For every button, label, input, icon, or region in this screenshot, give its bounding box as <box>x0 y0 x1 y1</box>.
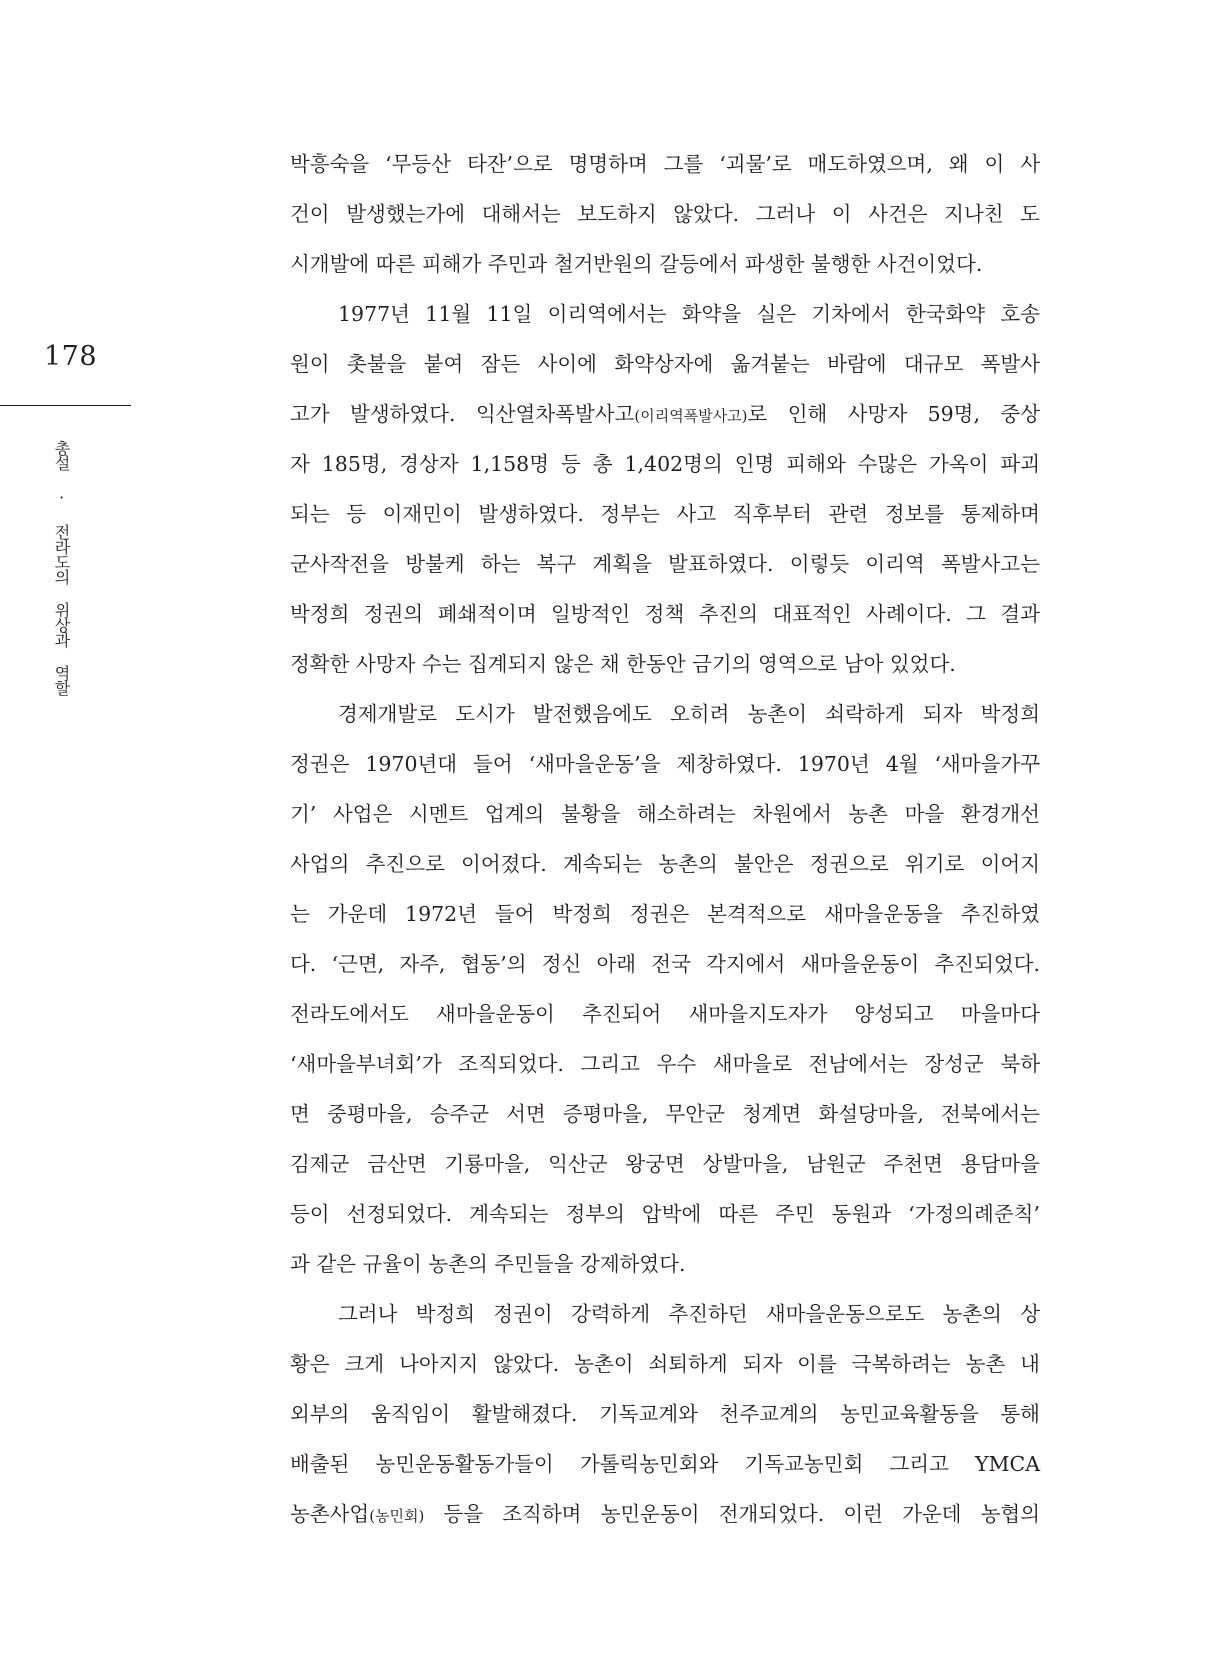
parenthetical-note: (농민회) <box>369 1507 425 1525</box>
text-line: 과 같은 규율이 농촌의 주민들을 강제하였다. <box>290 1252 686 1276</box>
text-line: 1977년 11월 11일 이리역에서는 화약을 실은 기차에서 한국화약 호송 <box>338 302 1040 326</box>
side-title: 총설 · 전라도의 위상과 역할 <box>52 440 71 695</box>
text-line: 면 중평마을, 승주군 서면 증평마을, 무안군 청계면 화설당마을, 전북에서는 <box>290 1102 1040 1126</box>
text-line: 군사작전을 방불케 하는 복구 계획을 발표하였다. 이렇듯 이리역 폭발사고는 <box>290 552 1040 576</box>
text-line: 는 가운데 1972년 들어 박정희 정권은 본격적으로 새마을운동을 추진하였 <box>290 902 1040 926</box>
text-line: 되는 등 이재민이 발생하였다. 정부는 사고 직후부터 관련 정보를 통제하며 <box>290 502 1040 526</box>
text-line: 김제군 금산면 기룡마을, 익산군 왕궁면 상발마을, 남원군 주천면 용담마을 <box>290 1152 1040 1176</box>
text-line <box>290 1489 1040 1539</box>
text-line: 정권은 1970년대 들어 ‘새마을운동’을 제창하였다. 1970년 4월 ‘새마을가꾸 <box>290 752 1040 776</box>
text-run: 등을 조직하며 농민운동이 전개되었다. 이런 가운데 농협의 <box>424 1502 1040 1526</box>
text-line: 사업의 추진으로 이어졌다. 계속되는 농촌의 불안은 정권으로 위기로 이어지 <box>290 852 1040 876</box>
text-line: 그러나 박정희 정권이 강력하게 추진하던 새마을운동으로도 농촌의 상 <box>338 1302 1040 1326</box>
page-number: 178 <box>44 341 98 372</box>
text-run: 농촌사업 <box>290 1502 370 1526</box>
text-line: 정확한 사망자 수는 집계되지 않은 채 한동안 금기의 영역으로 남아 있었다. <box>290 652 956 676</box>
text-line: 박정희 정권의 폐쇄적이며 일방적인 정책 추진의 대표적인 사례이다. 그 결과 <box>290 602 1040 626</box>
text-line: 기’ 사업은 시멘트 업계의 불황을 해소하려는 차원에서 농촌 마을 환경개선 <box>290 802 1040 826</box>
text-line: 다. ‘근면, 자주, 협동’의 정신 아래 전국 각지에서 새마을운동이 추진되었다. <box>290 952 1040 976</box>
text-line: 경제개발로 도시가 발전했음에도 오히려 농촌이 쇠락하게 되자 박정희 <box>338 702 1040 726</box>
margin-rule <box>0 405 131 406</box>
text-line: 전라도에서도 새마을운동이 추진되어 새마을지도자가 양성되고 마을마다 <box>290 1002 1040 1026</box>
text-line: ‘새마을부녀회’가 조직되었다. 그리고 우수 새마을로 전남에서는 장성군 북하 <box>290 1052 1040 1076</box>
text-line: 배출된 농민운동활동가들이 가톨릭농민회와 기독교농민회 그리고 YMCA <box>290 1452 1040 1476</box>
parenthetical-note: (이리역폭발사고) <box>634 407 748 425</box>
text-line: 원이 촛불을 붙여 잠든 사이에 화약상자에 옮겨붙는 바람에 대규모 폭발사 <box>290 352 1040 376</box>
body-text <box>290 139 1040 1539</box>
text-run: 로 인해 사망자 59명, 중상 <box>747 402 1040 426</box>
text-line: 시개발에 따른 피해가 주민과 철거반원의 갈등에서 파생한 불행한 사건이었다. <box>290 252 983 276</box>
text-line: 황은 크게 나아지지 않았다. 농촌이 쇠퇴하게 되자 이를 극복하려는 농촌 내 <box>290 1352 1040 1376</box>
text-line: 박흥숙을 ‘무등산 타잔’으로 명명하며 그를 ‘괴물’로 매도하였으며, 왜 이 사 <box>290 152 1040 176</box>
text-line: 자 185명, 경상자 1,158명 등 총 1,402명의 인명 피해와 수많은 가옥이 파괴 <box>290 452 1040 476</box>
text-line: 외부의 움직임이 활발해졌다. 기독교계와 천주교계의 농민교육활동을 통해 <box>290 1402 1040 1426</box>
text-line: 건이 발생했는가에 대해서는 보도하지 않았다. 그러나 이 사건은 지나친 도 <box>290 202 1040 226</box>
text-line <box>290 389 1040 439</box>
text-run: 고가 발생하였다. 익산열차폭발사고 <box>290 402 635 426</box>
text-line: 등이 선정되었다. 계속되는 정부의 압박에 따른 주민 동원과 ‘가정의례준칙’ <box>290 1202 1040 1226</box>
